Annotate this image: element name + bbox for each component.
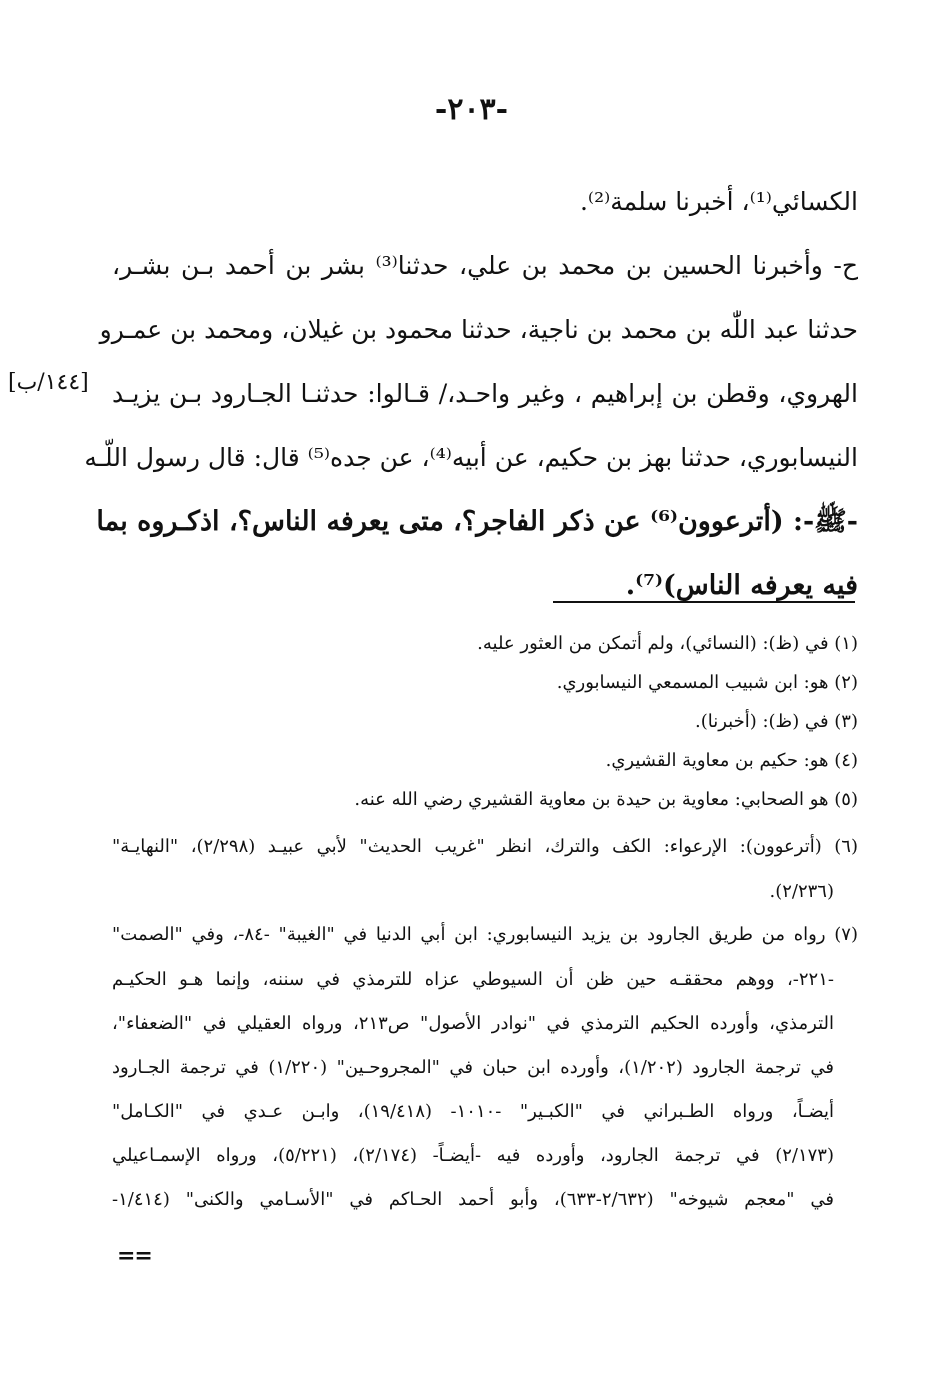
- footnote-7: [112, 913, 858, 1221]
- continuation-mark: ==: [117, 1243, 152, 1269]
- footnote-7-line-4: في ترجمة الجارود (١/٢٠٢)، وأورده ابن حبان في "المجروحـين" (١/٢٢٠) في ترجمة الجـارود: [112, 1056, 834, 1078]
- margin-folio-note: [١٤٤/ب]: [8, 370, 89, 395]
- footnote-5: (٥) هو الصحابي: معاوية بن حيدة بن معاوية القشيري رضي الله عنه.: [354, 789, 858, 810]
- hadith-line-1: -ﷺ-: (أترعوون⁽⁶⁾ عن ذكر الفاجر؟، متى يعرفه الناس؟، اذكـروه بما: [96, 506, 858, 537]
- footnote-6-line-1: (٦) (أترعوون): الإرعواء: الكف والترك، انظر "غريب الحديث" لأبي عبيـد (٢/٢٩٨)، "النهايـة": [112, 836, 858, 857]
- main-line-4: الهروي، وقطن بن إبراهيم ، وغير واحـد،/ قـالوا: حدثنـا الجـارود بـن يزيـد: [112, 379, 858, 408]
- footnote-separator: [553, 601, 855, 603]
- main-line-5: النيسابوري، حدثنا بهز بن حكيم، عن أبيه⁽⁴⁾، عن جده⁽⁵⁾ قال: قال رسول اللّـه: [84, 443, 858, 472]
- footnote-2: (٢) هو: ابن شبيب المسمعي النيسابوري.: [556, 672, 858, 693]
- footnotes: [112, 630, 858, 1221]
- footnote-7-line-5: أيضـاً، ورواه الطـبراني في "الكبـير" -١٠١٠- (١٩/٤١٨)، وابـن عـدي في "الكـامل": [112, 1100, 835, 1122]
- footnote-7-line-3: الترمذي، وأورده الحكيم الترمذي في "نوادر الأصول" ص٢١٣، ورواه العقيلي في "الضعفاء"،: [112, 1012, 834, 1034]
- main-line-1: الكسائي⁽¹⁾، أخبرنا سلمة⁽²⁾.: [579, 187, 858, 216]
- footnote-4: (٤) هو: حكيم بن معاوية القشيري.: [605, 750, 858, 771]
- hadith-line-2: فيه يعرفه الناس)⁽⁷⁾.: [625, 570, 858, 601]
- main-line-3: حدثنا عبد اللّٰه بن محمد بن ناجية، حدثنا محمود بن غيلان، ومحمد بن عمـرو: [99, 315, 858, 344]
- footnote-7-line-6: (٢/١٧٣) في ترجمة الجارود، وأورده فيه -أيضـاً- (٢/١٧٤)، (٥/٢٢١)، ورواه الإسمـاعيلي: [112, 1144, 834, 1166]
- footnote-7-line-1: (٧) رواه من طريق الجارود بن يزيد النيسابوري: ابن أبي الدنيا في "الغيبة" -٨٤-، وفي "الصمت": [112, 924, 858, 945]
- main-text: [84, 170, 858, 618]
- page-number: -٢٠٣-: [434, 92, 509, 127]
- main-line-2: ح- وأخبرنا الحسين بن محمد بن علي، حدثنا⁽³⁾ بشر بن أحمد بـن بشـر،: [112, 251, 858, 280]
- footnote-6-line-2: (٢/٢٣٦).: [769, 880, 834, 902]
- footnote-7-line-7: في "معجم شيوخه" (٢/٦٣٢-٦٣٣)، وأبو أحمد الحـاكم في "الأسـامي والكنى" (١/٤١٤-: [112, 1188, 834, 1210]
- footnote-7-line-2: -٢٢١-، ووهم محققـه حين ظن أن السيوطي عزاه للترمذي في سننه، وإنما هـو الحكيـم: [112, 968, 834, 990]
- footnote-6: [112, 825, 858, 913]
- footnote-3: (٣) في (ظ): (أخبرنا).: [694, 711, 858, 732]
- footnote-1: (١) في (ظ): (النسائي)، ولم أتمكن من العثور عليه.: [477, 633, 858, 654]
